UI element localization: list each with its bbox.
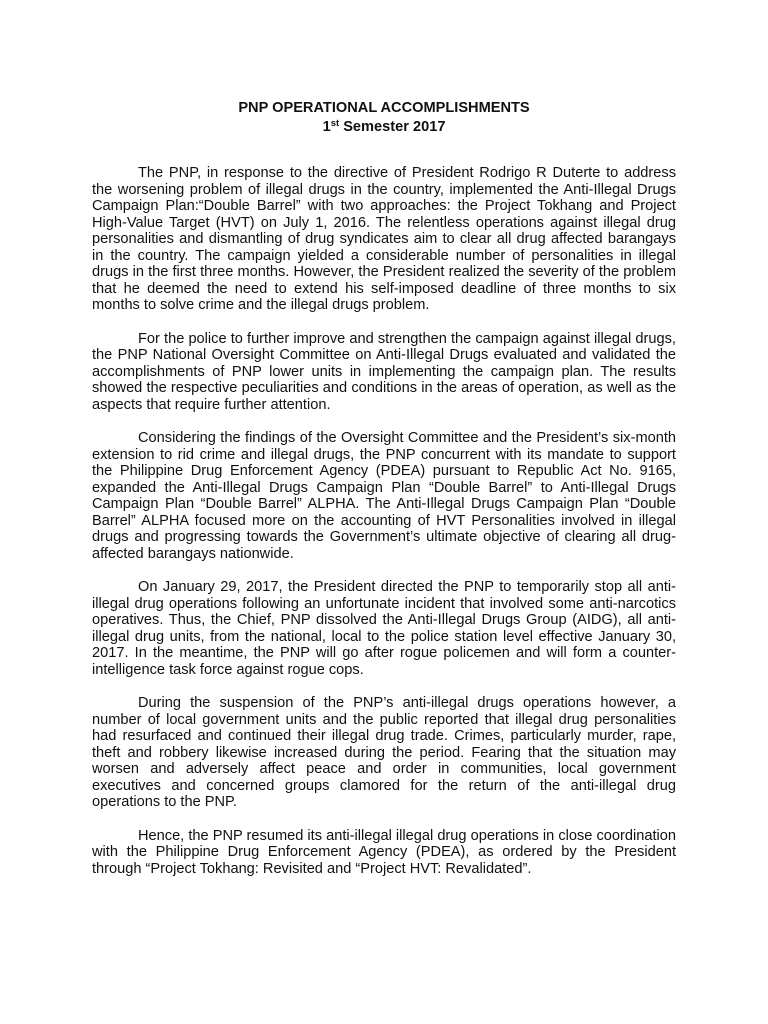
document-subtitle — [92, 119, 676, 136]
document-title: PNP OPERATIONAL ACCOMPLISHMENTS — [238, 100, 530, 116]
paragraph-1: The PNP, in response to the directive of President Rodrigo R Duterte to address the worsening problem of illegal drugs in the country, implemented the Anti-Illegal Drugs Campaign Plan:“Double Barrel” with two approaches: the Project Tokhang and Project High-Value Target (HVT) on July 1, 2016. The relentless operations against illegal drug personalities and dismantling of drug syndicates aim to clear all drug affected barangays in the country. The campaign yielded a considerable number of personalities in illegal drugs in the first three months. However, the President realized the severity of the problem that he deemed the need to extend his self-imposed deadline of three months to six months to solve crime and the illegal drugs problem. — [92, 165, 676, 313]
subtitle-ordinal-suffix: st — [330, 117, 340, 129]
subtitle-rest: Semester 2017 — [339, 118, 446, 135]
document-header — [92, 100, 676, 135]
paragraph-4: On January 29, 2017, the President directed the PNP to temporarily stop all anti-illegal drug operations following an unfortunate incident that involved some anti-narcotics operatives. Thus, the Chief, PNP dissolved the Anti-Illegal Drugs Group (AIDG), all anti-illegal drug units, from the national, local to the police station level effective January 30, 2017. In the meantime, the PNP will go after rogue policemen and will form a counter-intelligence task force against rogue cops. — [92, 579, 676, 678]
document-page — [92, 100, 676, 894]
subtitle-number: 1 — [322, 118, 331, 135]
paragraph-5: During the suspension of the PNP’s anti-illegal drugs operations however, a number of local government units and the public reported that illegal drug personalities had resurfaced and continued their illegal drug trade. Crimes, particularly murder, rape, theft and robbery likewise increased during the period. Fearing that the situation may worsen and adversely affect peace and order in communities, local government executives and concerned groups clamored for the return of the anti-illegal drug operations to the PNP. — [92, 695, 676, 810]
paragraph-3: Considering the findings of the Oversight Committee and the President’s six-month extension to rid crime and illegal drugs, the PNP concurrent with its mandate to support the Philippine Drug Enforcement Agency (PDEA) pursuant to Republic Act No. 9165, expanded the Anti-Illegal Drugs Campaign Plan “Double Barrel” to Anti-Illegal Drugs Campaign Plan “Double Barrel” ALPHA. The Anti-Illegal Drugs Campaign Plan “Double Barrel” ALPHA focused more on the accounting of HVT Personalities involved in illegal drugs and progressing towards the Government’s ultimate objective of clearing all drug-affected barangays nationwide. — [92, 430, 676, 562]
paragraph-2: For the police to further improve and strengthen the campaign against illegal drugs, the PNP National Oversight Committee on Anti-Illegal Drugs evaluated and validated the accomplishments of PNP lower units in implementing the campaign plan. The results showed the respective peculiarities and conditions in the areas of operation, as well as the aspects that require further attention. — [92, 330, 676, 413]
paragraph-6: Hence, the PNP resumed its anti-illegal illegal drug operations in close coordination with the Philippine Drug Enforcement Agency (PDEA), as ordered by the President through “Project Tokhang: Revisited and “Project HVT: Revalidated”. — [92, 827, 676, 877]
